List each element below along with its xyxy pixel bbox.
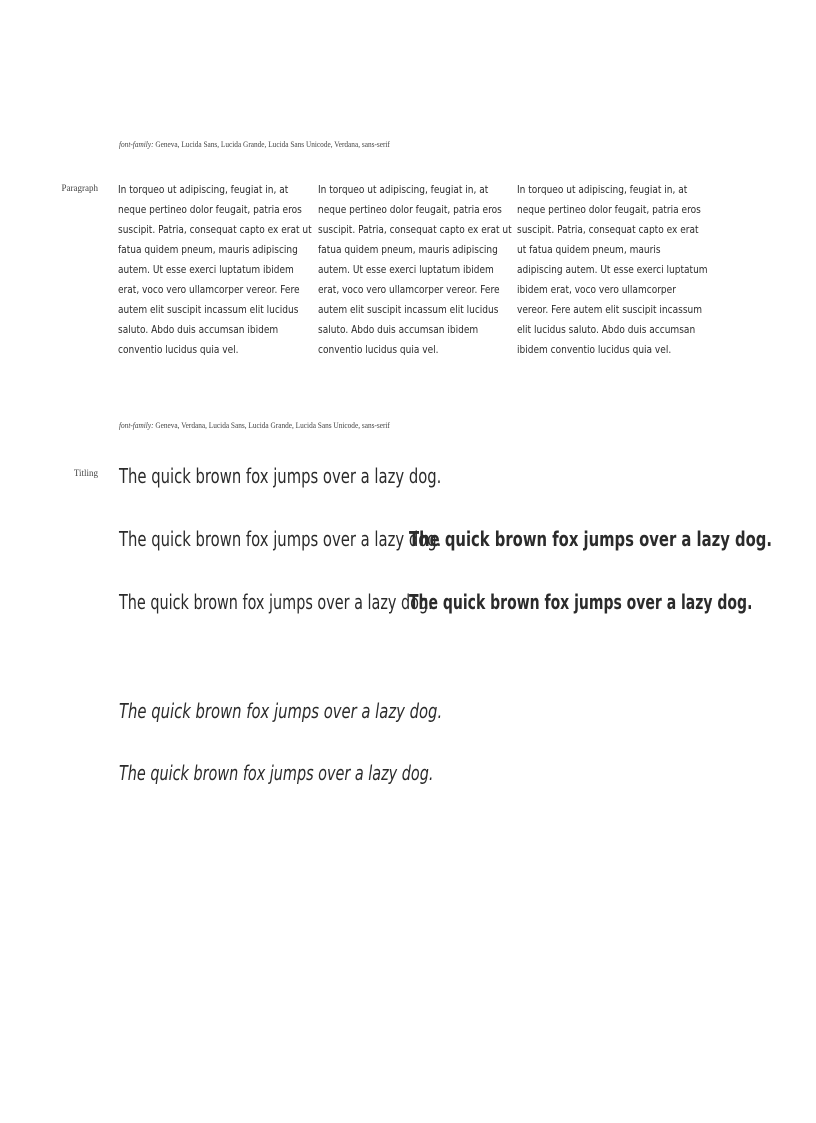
titling-sample-italic-2: The quick brown fox jumps over a lazy dog. [119,761,434,785]
titling-sample-regular-3: The quick brown fox jumps over a lazy dog. [119,590,433,614]
paragraph-side-label: Paragraph [61,183,98,193]
titling-sample-italic-1: The quick brown fox jumps over a lazy dog. [119,699,443,723]
font-note-label: font-family: [119,139,154,149]
paragraph-text: In torqueo ut adipiscing, feugiat in, at neque pertineo dolor feugait, patria eros suscipit. Patria, consequat capto ex erat ut fatua quidem pneum, mauris adipiscing autem. Ut esse exerci luptatum ibidem erat, voco vero ullamcorper vereor. Fere autem elit suscipit incassum elit lucidus saluto. Abdo duis accumsan ibidem conventio lucidus quia vel. [118,183,312,356]
titling-side-label: Titling [73,468,98,478]
titling-sample-regular-1: The quick brown fox jumps over a lazy dog. [119,464,442,488]
titling-sample-regular-2: The quick brown fox jumps over a lazy dog. [119,527,442,551]
paragraph-column-2 [318,180,528,360]
paragraph-text: In torqueo ut adipiscing, feugiat in, at neque pertineo dolor feugait, patria eros suscipit. Patria, consequat capto ex erat ut fatua quidem pneum, mauris adipiscing autem. Ut esse exerci luptatum ibidem erat, voco vero ullamcorper vereor. Fere autem elit suscipit incassum elit lucidus saluto. Abdo duis accumsan ibidem conventio lucidus quia vel. [517,183,708,356]
paragraph-column-3 [517,180,727,360]
paragraph-column-1 [118,180,328,360]
paragraph-text: In torqueo ut adipiscing, feugiat in, at neque pertineo dolor feugait, patria eros suscipit. Patria, consequat capto ex erat ut fatua quidem pneum, mauris adipiscing autem. Ut esse exerci luptatum ibidem erat, voco vero ullamcorper vereor. Fere autem elit suscipit incassum elit lucidus saluto. Abdo duis accumsan ibidem conventio lucidus quia vel. [318,183,512,356]
paragraph-font-note [119,139,390,149]
titling-sample-bold-1: The quick brown fox jumps over a lazy dog. [409,527,773,551]
font-note-value: Geneva, Verdana, Lucida Sans, Lucida Grande, Lucida Sans Unicode, sans-serif [153,420,390,430]
titling-sample-bold-2: The quick brown fox jumps over a lazy dog. [409,590,753,614]
font-note-label: font-family: [119,420,154,430]
font-note-value: Geneva, Lucida Sans, Lucida Grande, Lucida Sans Unicode, Verdana, sans-serif [153,139,390,149]
titling-font-note [119,420,390,430]
